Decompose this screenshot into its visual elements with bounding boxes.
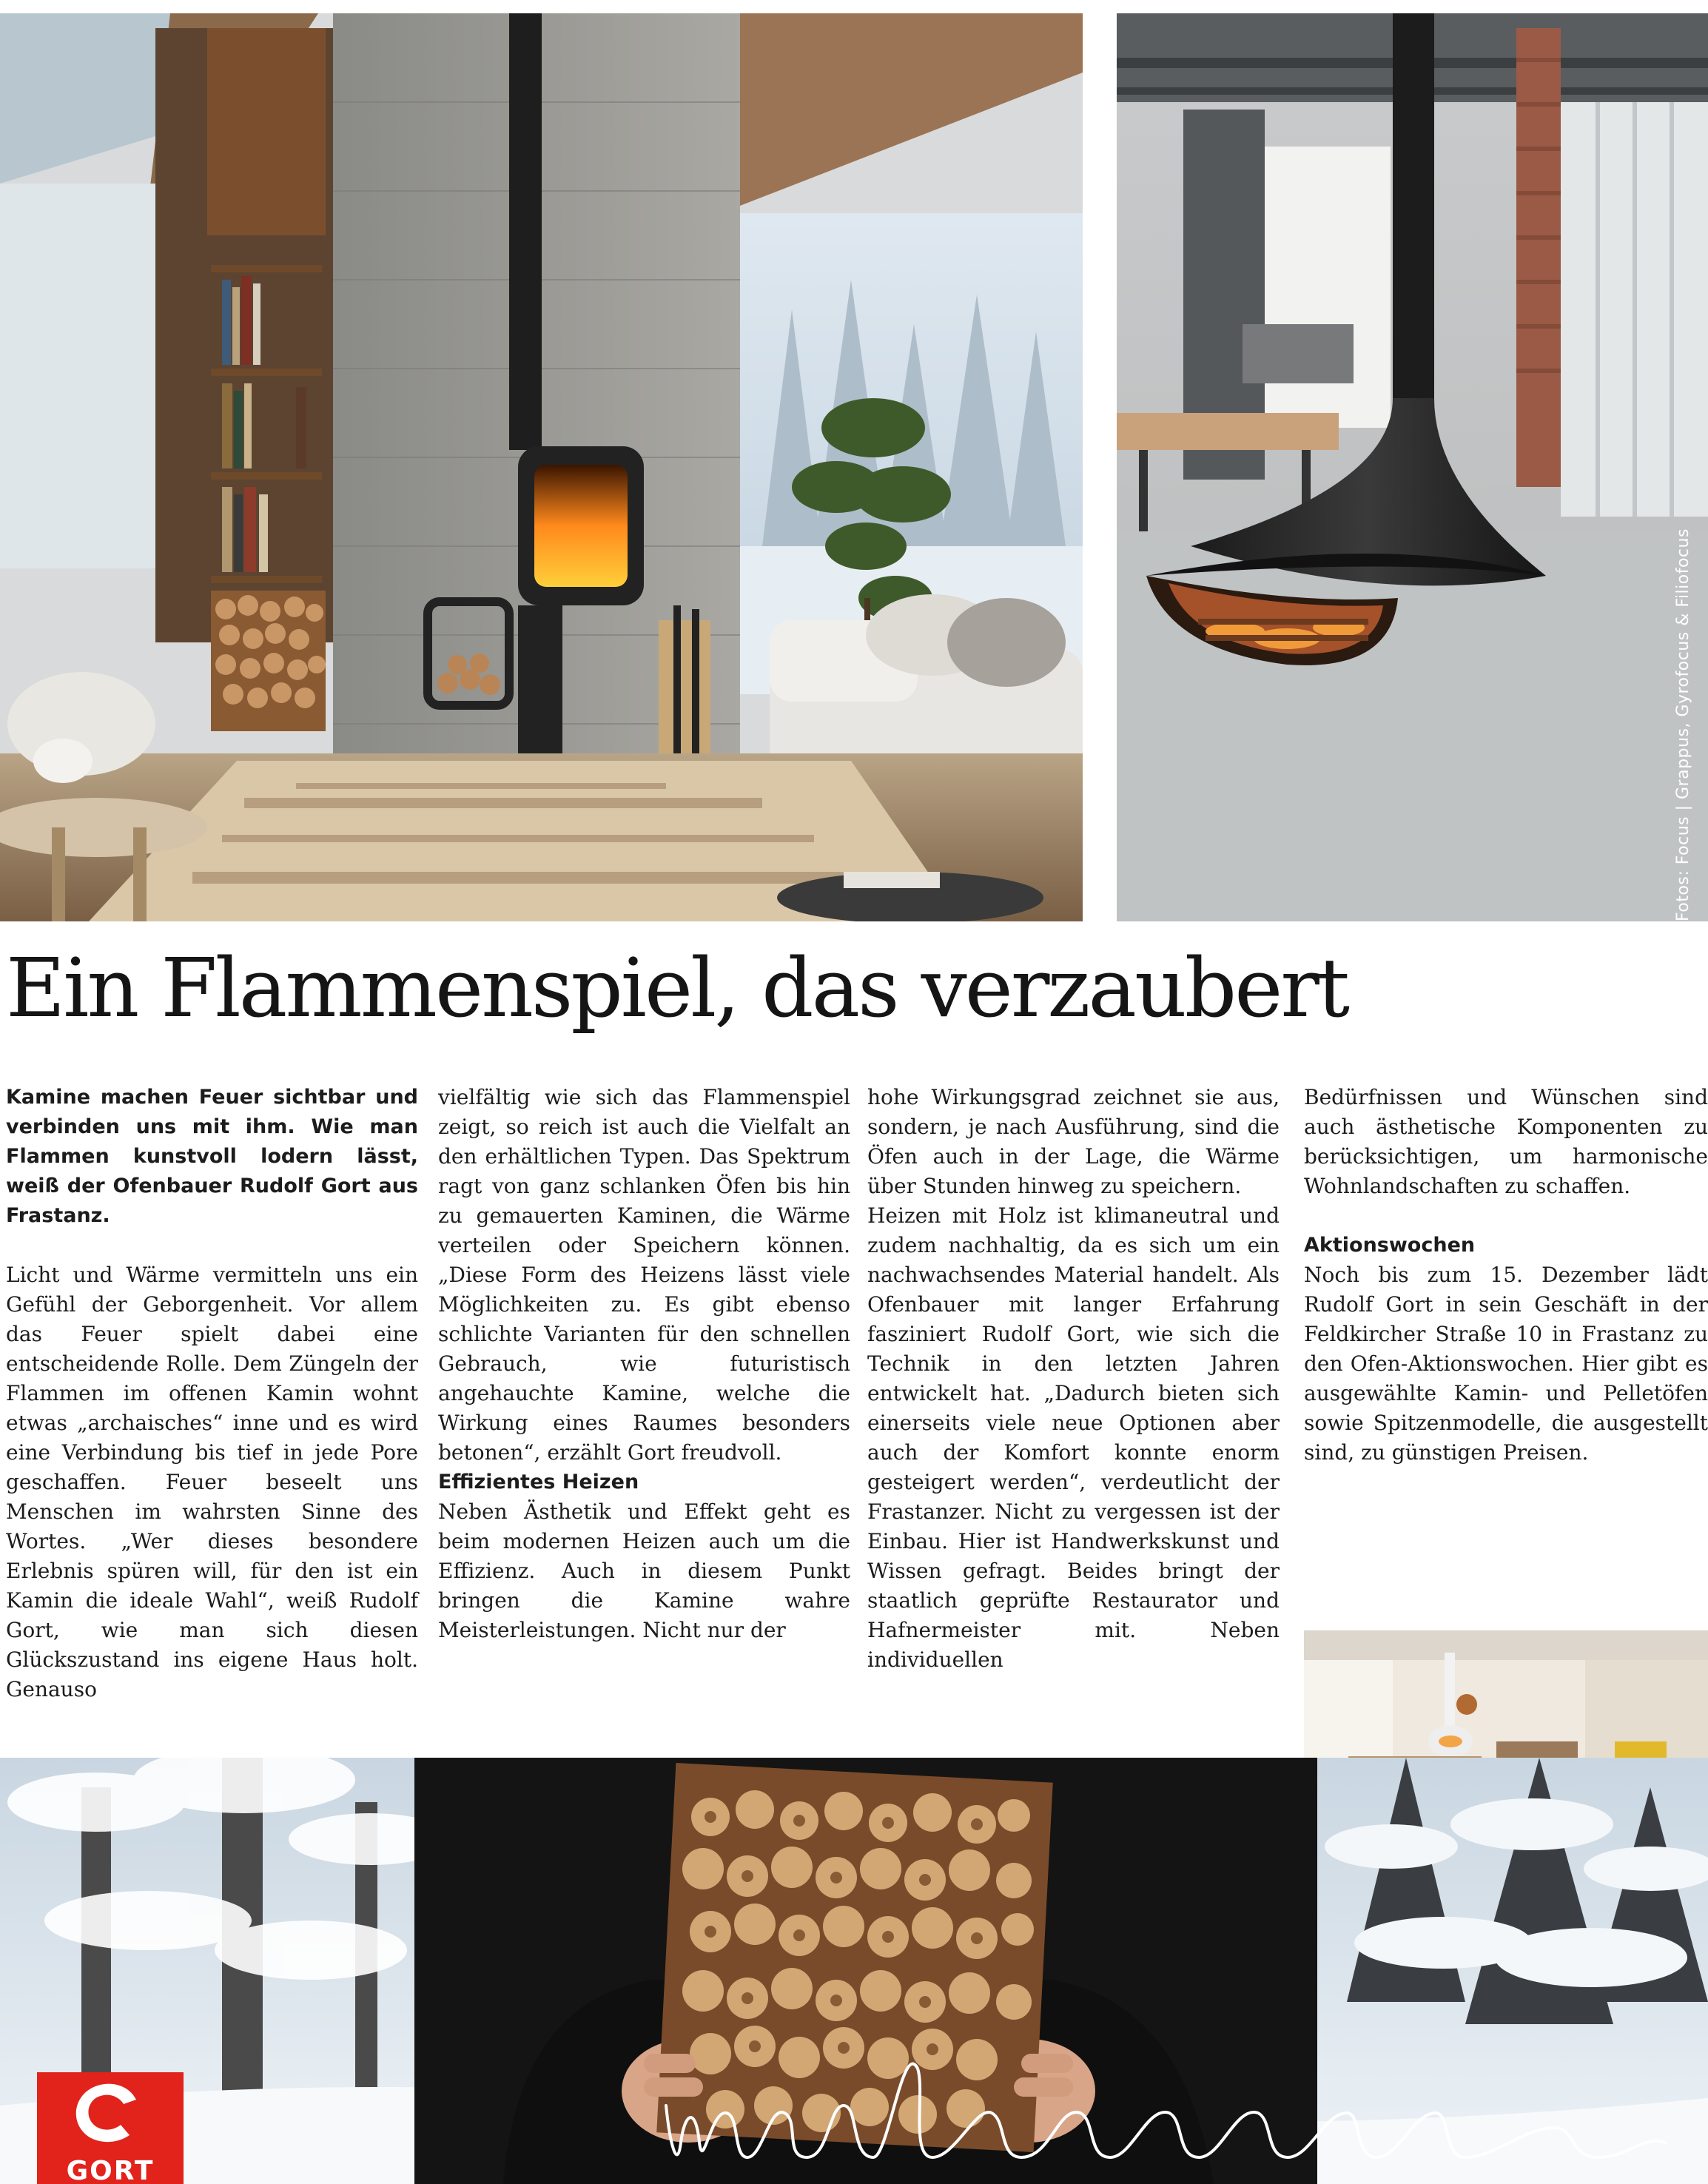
lead-paragraph: Kamine machen Feuer sichtbar und verbinden uns mit ihm. Wie man Flammen kunstvoll lodern lässt, weiß der Ofenbauer Rudolf Gort aus Frastanz. bbox=[6, 1086, 418, 1227]
body-paragraph: Neben Ästhetik und Effekt geht es beim modernen Heizen auch um die Effizienz. Auch in diesem Punkt bringen die Kamine wahre Meisterleistungen. Nicht nur der bbox=[438, 1499, 850, 1642]
column-1 bbox=[6, 1083, 418, 1704]
headline: Ein Flammenspiel, das verzaubert bbox=[6, 941, 1348, 1035]
column-3 bbox=[867, 1083, 1280, 1675]
gort-logo bbox=[37, 2072, 184, 2184]
column-2 bbox=[438, 1083, 850, 1645]
gort-logo-text: GORT bbox=[66, 2156, 155, 2184]
body-paragraph: Heizen mit Holz ist klimaneutral und zudem nachhaltig, da es sich um ein nachwachsendes Material handelt. Als Ofenbauer mit langer Erfahrung fasziniert Rudolf Gort, wie sich die Technik in den letzten Jahren entwickelt hat. „Dadurch bieten sich einerseits viele neue Optionen aber auch der Komfort konnte enorm gesteigert werden“, verdeutlicht der Frastanzer. Nicht zu vergessen ist der Einbau. Hier ist Handwerkskunst und Wissen gefragt. Beides bringt der staatlich geprüfte Restaurator und Hafnermeister mit. Neben individuellen bbox=[867, 1203, 1280, 1672]
banner-winter-firewood bbox=[0, 1758, 1708, 2184]
photo-credit: Fotos: Focus | Grappus, Gyrofocus & Filiofocus bbox=[1674, 528, 1692, 921]
body-paragraph: Bedürfnissen und Wünschen sind auch ästhetische Komponenten zu berücksichtigen, um harmonische Wohnlandschaften zu schaffen. bbox=[1304, 1085, 1708, 1198]
body-paragraph: Noch bis zum 15. Dezember lädt Rudolf Gort in sein Geschäft in der Feldkircher Straße 10 in Frastanz zu den Ofen-Aktionswochen. Hier gibt es ausgewählte Kamin- und Pelletöfen sowie Spitzenmodelle, die ausgestellt sind, zu günstigen Preisen. bbox=[1304, 1263, 1708, 1465]
gort-logo-mark-icon bbox=[66, 2077, 155, 2146]
subheading-action-weeks: Aktionswochen bbox=[1304, 1234, 1476, 1257]
column-4 bbox=[1304, 1083, 1708, 1468]
subheading-efficient-heating: Effizientes Heizen bbox=[438, 1471, 639, 1493]
photo-hanging-fireplace bbox=[1117, 13, 1708, 921]
body-paragraph: vielfältig wie sich das Flammenspiel zeigt, so reich ist auch die Vielfalt an den erhältlichen Typen. Das Spektrum ragt von ganz schlanken Öfen bis hin zu gemauerten Kaminen, die Wärme verteilen oder Speichern können. „Diese Form des Heizens lässt viele Möglichkeiten zu. Es gibt ebenso schlichte Varianten für den schnellen Gebrauch, wie futuristisch angehauchte Kamine, welche die Wirkung eines Raumes besonders betonen“, erzählt Gort freudvoll. bbox=[438, 1085, 850, 1465]
body-paragraph: hohe Wirkungsgrad zeichnet sie aus, sondern, je nach Ausführung, sind die Öfen auch in der Lage, die Wärme über Stunden hinweg zu speichern. bbox=[867, 1085, 1280, 1198]
photo-living-room-stove bbox=[0, 13, 1083, 921]
body-paragraph: Licht und Wärme vermitteln uns ein Gefühl der Geborgenheit. Vor allem das Feuer spielt dabei eine entscheidende Rolle. Dem Züngeln der Flammen im offenen Kamin wohnt etwas „archaisches“ inne und es wird eine Verbindung bis tief in jede Pore geschaffen. Feuer beseelt uns Menschen im wahrsten Sinne des Wortes. „Wer dieses besondere Erlebnis spüren will, für den ist ein Kamin die ideale Wahl“, weiß Rudolf Gort, wie man sich diesen Glückszustand ins eigene Haus holt. Genauso bbox=[6, 1263, 418, 1701]
